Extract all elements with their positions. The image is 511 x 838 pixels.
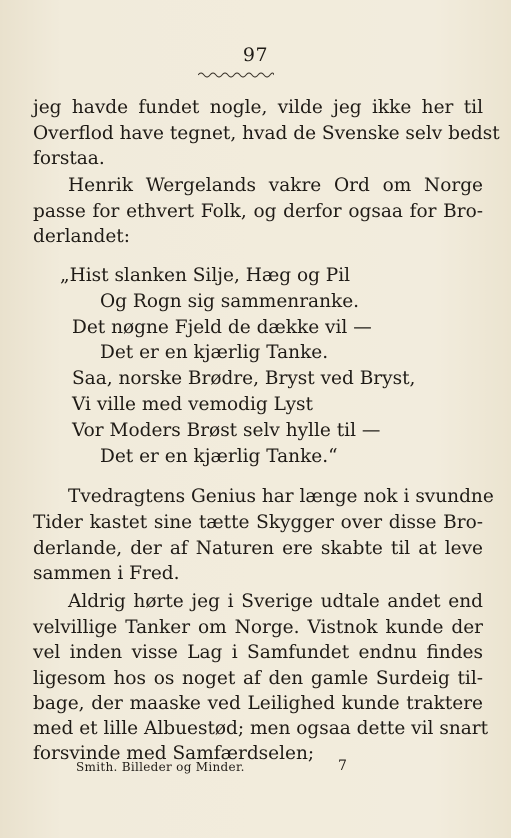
text-line: Tider kastet sine tætte Skygger over disse Bro- [33,512,483,533]
text-line: jeg havde fundet nogle, vilde jeg ikke her til [33,97,483,118]
text-line: med et lille Albuestød; men ogsaa dette vil snart [33,718,489,739]
text-line: velvillige Tanker om Norge. Vistnok kunde der [33,617,483,638]
signature-mark: 7 [338,758,347,774]
poem-line: Saa, norske Brødre, Bryst ved Bryst, [72,368,416,389]
text-line: derlandet: [33,226,130,247]
poem-line: Vor Moders Brøst selv hylle til — [72,420,381,441]
text-line: Aldrig hørte jeg i Sverige udtale andet end [68,591,483,612]
text-line: vel inden visse Lag i Samfundet endnu findes [33,642,483,663]
text-line: sammen i Fred. [33,563,180,584]
text-line: Henrik Wergelands vakre Ord om Norge [68,175,483,196]
text-line: ligesom hos os noget af den gamle Surdeig til- [33,668,483,689]
text-line: bage, der maaske ved Leilighed kunde traktere [33,693,483,714]
page-number: 97 [242,44,269,66]
poem-line: Og Rogn sig sammenranke. [100,291,360,312]
text-line: forsvinde med Samfærdselen; [33,743,315,764]
text-line: passe for ethvert Folk, og derfor ogsaa for Bro- [33,201,483,222]
poem-line: „Hist slanken Silje, Hæg og Pil [60,265,351,286]
poem-line: Vi ville med vemodig Lyst [72,394,313,415]
wavy-ornament [198,70,274,78]
poem-line: Det er en kjærlig Tanke.“ [100,446,338,467]
text-line: Tvedragtens Genius har længe nok i svundne [68,486,494,507]
poem-line: Det er en kjærlig Tanke. [100,342,329,363]
poem-line: Det nøgne Fjeld de dække vil — [72,317,372,338]
text-line: forstaa. [33,148,105,169]
text-line: derlande, der af Naturen ere skabte til at leve [33,538,483,559]
text-line: Overflod have tegnet, hvad de Svenske selv bedst [33,123,500,144]
footer-title: Smith. Billeder og Minder. [76,760,245,774]
